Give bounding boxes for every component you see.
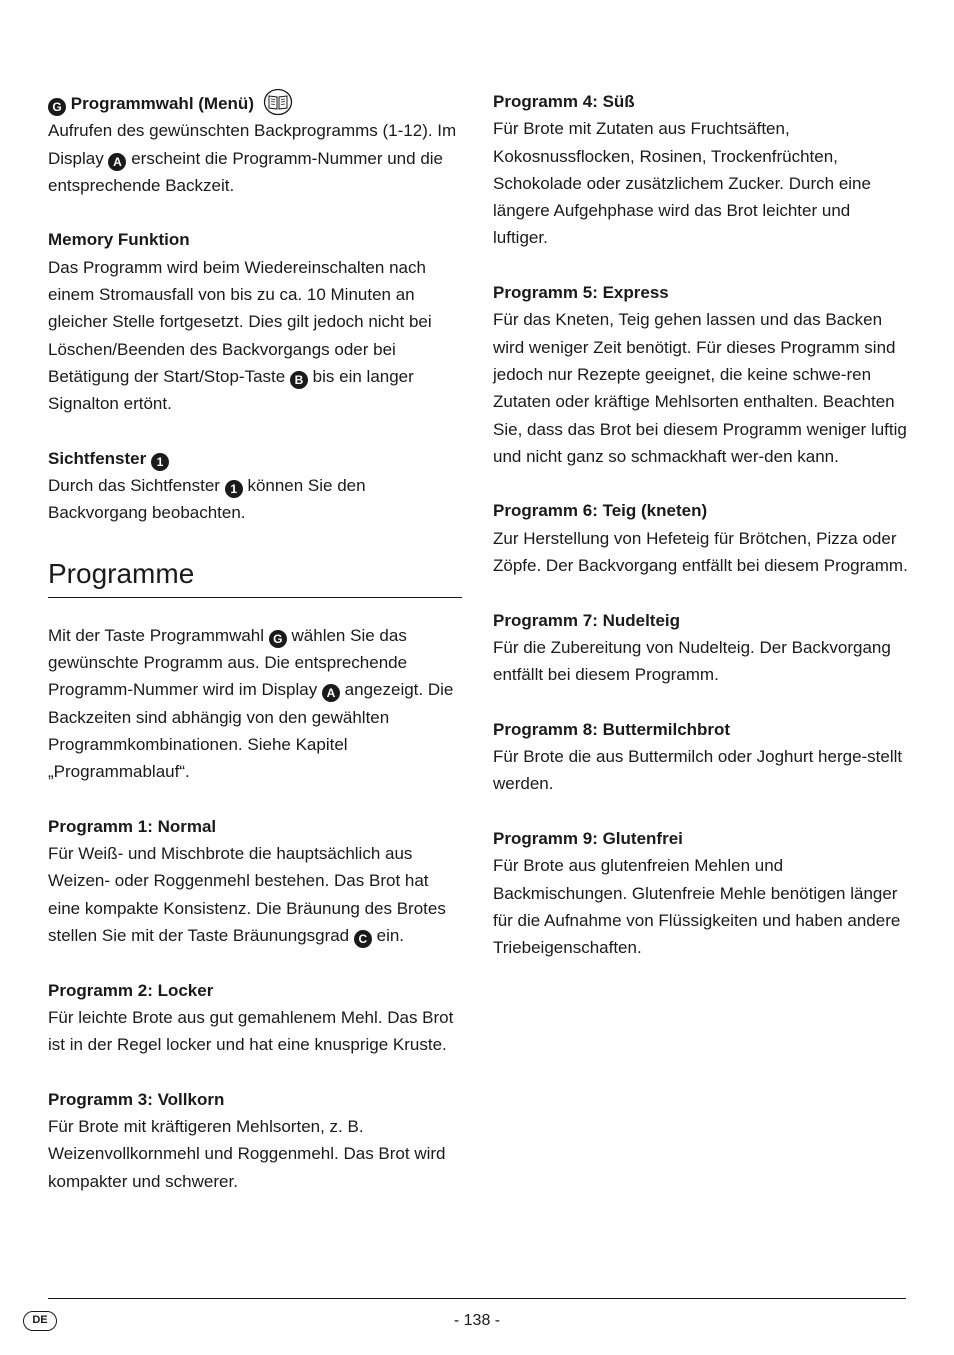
language-badge: DE xyxy=(23,1311,57,1331)
programmwahl-text xyxy=(48,117,462,199)
sichtfenster-text-2: können Sie den Backvorgang beobachten. xyxy=(48,476,366,523)
p4-text: Für Brote mit Zutaten aus Fruchtsäften, Kokosnussflocken, Rosinen, Trockenfrüchten, Schokolade oder zusätzlichem Zucker. Durch eine längere Aufgehphase wird das Brot leichter und luftiger. xyxy=(493,119,871,248)
p5-text: Für das Kneten, Teig gehen lassen und das Backen wird weniger Zeit benötigt. Für dieses Programm sind jedoch nur Rezepte geeignet, die keine schwe-ren Zutaten oder kräftige Mehlsorten enthalten. Beachten Sie, dass das Brot bei diesem Programm weniger luftig und nicht ganz so schmackhaft wer-den kann. xyxy=(493,310,907,466)
memory-text-2: bis ein langer Signalton ertönt. xyxy=(48,366,414,414)
badge-g: G xyxy=(48,98,66,116)
memory-text xyxy=(48,254,462,418)
p3-heading: Programm 3: Vollkorn xyxy=(48,1089,225,1109)
p7-heading: Programm 7: Nudelteig xyxy=(493,610,681,630)
p6-heading: Programm 6: Teig (kneten) xyxy=(493,501,708,521)
intro-text xyxy=(48,622,462,786)
p1-text-2: ein. xyxy=(376,926,405,946)
p9-heading: Programm 9: Glutenfrei xyxy=(493,829,683,849)
p1-text xyxy=(48,840,462,949)
sichtfenster-text-1: Durch das Sichtfenster xyxy=(48,476,220,496)
p2-heading: Programm 2: Locker xyxy=(48,980,214,1000)
programmwahl-text-2: erscheint die Programm-Nummer und die entsprechende Backzeit. xyxy=(48,148,444,195)
badge-a-inline: A xyxy=(322,684,340,702)
badge-a: A xyxy=(108,153,126,171)
intro-text-2: wählen Sie das gewünschte Programm aus. Die entsprechende Programm-Nummer wird im Display xyxy=(48,625,408,700)
section-title: Programme xyxy=(48,557,462,598)
p8-text: Für Brote die aus Buttermilch oder Joghurt herge-stellt werden. xyxy=(493,747,903,794)
memory-heading: Memory Funktion xyxy=(48,230,190,250)
sichtfenster-text xyxy=(48,472,462,527)
p2-text: Für leichte Brote aus gut gemahlenem Mehl. Das Brot ist in der Regel locker und hat eine knusprige Kruste. xyxy=(48,1007,454,1055)
p9-text: Für Brote aus glutenfreien Mehlen und Backmischungen. Glutenfreie Mehle benötigen länger für die Aufnahme von Flüssigkeiten und haben andere Triebeigenschaften. xyxy=(493,856,901,958)
p1-text-1: Für Weiß- und Mischbrote die hauptsächlich aus Weizen- oder Roggenmehl bestehen. Das Brot hat eine kompakte Konsistenz. Die Bräunung des Brotes stellen Sie mit der Taste Bräunungsgrad xyxy=(48,844,446,946)
p7-text: Für die Zubereitung von Nudelteig. Der Backvorgang entfällt bei diesem Programm. xyxy=(493,637,891,685)
badge-g-inline: G xyxy=(269,630,287,648)
programmwahl-heading xyxy=(48,88,462,117)
memory-text-1: Das Programm wird beim Wiedereinschalten nach einem Stromausfall von bis zu ca. 10 Minuten an gleicher Stelle fortgesetzt. Dies gilt jedoch nicht bei Löschen/Beenden des Backvorgangs oder bei Betätigung der Start/Stop-Taste xyxy=(48,257,432,386)
badge-b: B xyxy=(290,371,308,389)
p5-heading: Programm 5: Express xyxy=(493,283,669,303)
badge-1: 1 xyxy=(151,453,169,471)
footer-divider xyxy=(48,1298,906,1299)
programmwahl-heading-text: Programmwahl (Menü) xyxy=(70,94,254,113)
badge-1-inline: 1 xyxy=(225,480,243,498)
manual-book-icon xyxy=(263,88,293,116)
intro-text-1: Mit der Taste Programmwahl xyxy=(48,625,265,645)
badge-c: C xyxy=(354,930,372,948)
intro-text-3: angezeigt. Die Backzeiten sind abhängig von den gewählten Programmkombinationen. Siehe Kapitel „Programmablauf“. xyxy=(48,680,454,782)
p3-text: Für Brote mit kräftigeren Mehlsorten, z. B. Weizenvollkornmehl und Roggenmehl. Das Brot wird kompakter und schwerer. xyxy=(48,1117,446,1191)
page-number: - 138 - xyxy=(453,1312,501,1329)
left-column xyxy=(48,88,462,1195)
right-column xyxy=(493,88,909,962)
programmwahl-text-1: Aufrufen des gewünschten Backprogramms (1-12). Im Display xyxy=(48,121,457,168)
p4-heading: Programm 4: Süß xyxy=(493,92,635,111)
sichtfenster-heading xyxy=(48,445,462,472)
p8-heading: Programm 8: Buttermilchbrot xyxy=(493,719,731,739)
p1-heading: Programm 1: Normal xyxy=(48,816,217,836)
sichtfenster-heading-text: Sichtfenster xyxy=(48,448,147,468)
p6-text: Zur Herstellung von Hefeteig für Brötchen, Pizza oder Zöpfe. Der Backvorgang entfällt bei diesem Programm. xyxy=(493,528,908,576)
